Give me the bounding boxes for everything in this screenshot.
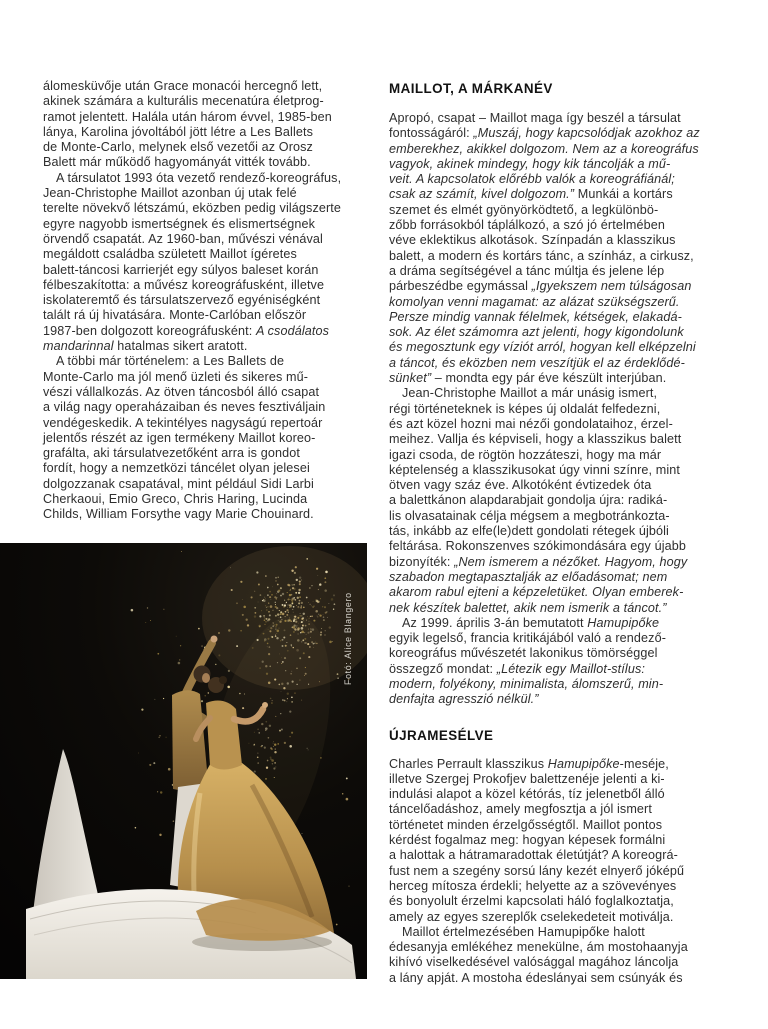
quote-text: veit. A kapcsolatok előrébb valók a koreográfiánál; [389, 172, 675, 187]
text-line [43, 354, 383, 369]
quote-text: denfajta agresszió nélkül.” [389, 692, 539, 707]
text-line [43, 385, 383, 400]
text-line [389, 463, 741, 478]
body-text: indulási alapot a közel kétórás, tíz jelenetből álló [389, 787, 665, 802]
body-text: párbeszédbe egymással [389, 279, 532, 294]
body-text: A társulatot 1993 óta vezető rendező-koreográfus, [56, 170, 342, 185]
body-text: örvendő csapatát. Az 1960-ban, művészi vénával [43, 231, 323, 246]
text-line [43, 171, 383, 186]
body-text: összegző mondat: [389, 661, 497, 676]
body-text: Apropó, csapat – Maillot maga így beszél a társulat [389, 111, 681, 125]
quote-text: „Nem ismerem a nézőket. Hagyom, hogy [454, 554, 688, 569]
body-text: grafálta, aki társulatvezetőként arra is gondot [43, 446, 300, 461]
text-line [389, 955, 741, 970]
body-text: megáldott családba született Maillot ígéretes [43, 247, 297, 262]
body-text: Charles Perrault klasszikus [389, 756, 548, 771]
quote-text: Hamupipőke [587, 615, 660, 630]
left-column [43, 79, 383, 523]
body-text: Munkái a kortárs [574, 187, 673, 202]
text-line [389, 555, 741, 570]
text-line [389, 833, 741, 848]
text-line [43, 370, 383, 385]
body-text: képtelenség a klasszikusokat úgy vinni színre, mint [389, 462, 681, 477]
text-line [389, 356, 741, 371]
body-text: fordít, hogy a nemzetközi táncélet olyan jelesei [43, 461, 310, 476]
text-line [43, 507, 383, 522]
quote-text: „Muszáj, hogy kapcsolódjak azokhoz az [473, 126, 700, 141]
quote-text: „Igyekszem nem túlságosan [531, 279, 692, 294]
body-text: egyre nagyobb ismertségnek és elismertségnek [43, 216, 315, 231]
body-text: dolgozzanak csapatával, mint például Sidi Larbi [43, 476, 314, 491]
body-text: feltárása. Rokonszenves szókimondására egy újabb [389, 539, 686, 554]
quote-text: emberekhez, akikkel dolgozom. Nem az a koreográfus [389, 141, 699, 156]
text-line [389, 910, 741, 925]
quote-text: sünket” [389, 371, 432, 386]
quote-text: mandarinnal [43, 339, 114, 354]
text-line [43, 492, 383, 507]
text-line [43, 201, 383, 216]
quote-text: csak az számít, kivel dolgozom.” [389, 187, 575, 202]
text-line [389, 692, 741, 707]
body-text: balett, a modern és kortárs tánc, a színház, a cirkusz, [389, 248, 694, 263]
quote-text: sok. Az élet számomra azt jelenti, hogy kigondolunk [389, 325, 684, 340]
text-line [389, 757, 741, 772]
text-line [389, 310, 741, 325]
body-text: balett-táncosi karrierjét egy súlyos baleset korán [43, 262, 319, 277]
text-line [389, 432, 741, 447]
quote-text: modern, folyékony, minimalista, álomszerű, min- [389, 676, 664, 691]
body-text: jelentős részét az igen termékeny Maillot koreo- [43, 430, 316, 445]
text-line [389, 233, 741, 248]
quote-text: és megosztunk egy víziót arról, hogyan kell elképzelni [389, 340, 696, 355]
quote-text: nek készítek balettet, akik nem ismerik a táncot.” [389, 600, 667, 615]
body-text: Maillot értelmezésében Hamupipőke halott [402, 924, 645, 939]
body-text: véve eklektikus alkotások. Színpadán a klasszikus [389, 233, 676, 248]
body-text: egyik legelső, francia kritikájából való a rendező- [389, 631, 667, 646]
body-text: de Monte-Carlo, melynek első vezetői az Orosz [43, 140, 313, 155]
body-text: talált rá új hivatására. Monte-Carlóban először [43, 308, 307, 323]
body-text: fust nem a szegény sorsú lány kezét elnyerő jóképű [389, 863, 685, 878]
body-text: és azt közel hozni mai nézői gondolataihoz, érzel- [389, 416, 673, 431]
text-line [43, 461, 383, 476]
quote-text: komolyan venni magamat: az alázat szükségszerű. [389, 294, 680, 309]
text-line [389, 187, 741, 202]
body-text: a balettkánon alapdarabjait gondolja újra: radiká- [389, 493, 668, 508]
ballet-photo-art [0, 543, 367, 979]
text-line [389, 646, 741, 661]
quote-text: Hamupipőke [547, 756, 620, 771]
text-line [43, 217, 383, 232]
text-line [389, 662, 741, 677]
photo-credit: Fotó: Alice Blangero [343, 592, 353, 685]
text-line [389, 879, 741, 894]
text-line [43, 110, 383, 125]
text-line [43, 125, 383, 140]
text-line [389, 279, 741, 294]
text-line [389, 142, 741, 157]
body-text: illetve Szergej Prokofjev balettzenéje jelenti a ki- [389, 771, 665, 786]
body-text: bizonyíték: [389, 554, 455, 569]
text-line [389, 585, 741, 600]
quote-text: A csodálatos [255, 323, 330, 338]
text-line [43, 416, 383, 431]
text-line [389, 677, 741, 692]
text-line [389, 478, 741, 493]
body-text: meihez. Vallja és képviseli, hogy a klasszikus balett [389, 432, 682, 447]
text-line [43, 324, 383, 339]
body-text: és bonyolult érzelmi kapcsolati háló foglalkoztatja, [389, 894, 674, 909]
body-text: szemet és elmét gyönyörködtető, a legkülönbö- [389, 202, 659, 217]
text-line [389, 940, 741, 955]
body-text: táncelőadáshoz, amely megfosztja a jól ismert [389, 802, 652, 817]
body-text: fontosságáról: [389, 126, 474, 141]
body-text: a dráma segítségével a tánc múltja és jelene lép [389, 263, 665, 278]
text-line [389, 371, 741, 386]
text-line [389, 925, 741, 940]
text-line [43, 94, 383, 109]
text-line [389, 971, 741, 986]
body-text: iskolateremtő és társulatszervező egyéniségként [43, 293, 321, 308]
text-line [43, 339, 383, 354]
text-line [389, 172, 741, 187]
text-line [389, 509, 741, 524]
text-line [43, 431, 383, 446]
body-text: félbeszakította: a művész koreográfusként, illetve [43, 277, 325, 292]
text-line [43, 79, 383, 94]
text-line [389, 802, 741, 817]
section-heading: ÚJRAMESÉLVE [389, 727, 494, 743]
body-text: ramot jelentett. Halála után három évvel, 1985-ben [43, 109, 332, 124]
body-text: tás, inkább az elfe(le)dett gondolati rétegek újbóli [389, 524, 669, 539]
text-line [389, 402, 741, 417]
text-line [389, 295, 741, 310]
text-line [43, 263, 383, 278]
body-text: vészi vállalkozás. Az ötven táncosból álló csapat [43, 384, 320, 399]
text-line [389, 218, 741, 233]
body-text: a világ nagy operaházaiban és neves fesztiváljain [43, 400, 326, 415]
body-text: -meséje, [619, 756, 669, 771]
text-line [389, 448, 741, 463]
text-line [389, 386, 741, 401]
text-line [43, 308, 383, 323]
body-text: a lány apját. A mostoha édeslányai sem csúnyák és [389, 970, 683, 985]
body-text: édesanyja emlékéhez menekülne, ám mostohaanyja [389, 940, 688, 955]
body-text: – mondta egy pár éve készült interjúban. [431, 371, 667, 386]
text-line [43, 293, 383, 308]
body-text: régi történeteknek is képes új oldalát felfedezni, [389, 401, 661, 416]
text-line [389, 157, 741, 172]
body-text: hatalmas sikert aratott. [113, 339, 248, 354]
body-text: terelte növekvő létszámú, eközben pedig világszerte [43, 201, 342, 216]
body-text: igazi csoda, de rögtön hozzáteszi, hogy ma már [389, 447, 662, 462]
body-text: történetet minden érzelgősségtől. Maillot pontos [389, 817, 663, 832]
body-text: a halottak a hátramaradottak életútját? A koreográ- [389, 848, 678, 863]
quote-text: a táncot, és eközben nem veszítjük el az érdeklődé- [389, 355, 685, 370]
section-heading: MAILLOT, A MÁRKANÉV [389, 81, 553, 96]
quote-text: vagyok, akinek mindegy, hogy kik táncolják a mű- [389, 156, 671, 171]
text-line [389, 772, 741, 787]
right-column [389, 82, 741, 986]
quote-text: akarom rabul ejteni a képzeletüket. Olyan emberek- [389, 585, 684, 600]
body-text: lis olvasatainak célja mégsem a megbotránkozta- [389, 508, 670, 523]
body-text: ötven vagy száz éve. Alkotóként évtizedek óta [389, 478, 652, 493]
text-line [389, 417, 741, 432]
text-line [389, 601, 741, 616]
ballet-photo [0, 543, 367, 979]
text-line [43, 155, 383, 170]
text-line [389, 493, 741, 508]
quote-text: szabadon megtapasztalják az előadásomat; nem [389, 569, 668, 584]
text-line [43, 446, 383, 461]
text-line [389, 111, 741, 126]
text-line [389, 264, 741, 279]
text-line [389, 818, 741, 833]
text-line [389, 848, 741, 863]
text-line [389, 340, 741, 355]
text-line [389, 864, 741, 879]
text-line [389, 126, 741, 141]
quote-text: Persze mindig vannak félelmek, kétségek, elakadá- [389, 309, 682, 324]
body-text: kérdést fogalmaz meg: hogyan képesek formálni [389, 833, 666, 848]
body-text: Balett már működő hagyományát vitték tovább. [43, 155, 311, 170]
body-text: kihívó viselkedésével valósággal magához láncolja [389, 955, 679, 970]
text-line [389, 616, 741, 631]
text-line [43, 477, 383, 492]
body-text: koreográfus művészetét lakonikus tömörséggel [389, 646, 658, 661]
body-text: akinek számára a kulturális mecenatúra életprog- [43, 94, 324, 109]
text-line [389, 524, 741, 539]
text-line [389, 325, 741, 340]
body-text: Jean-Christophe Maillot a már unásig ismert, [402, 386, 658, 401]
body-text: 1987-ben dolgozott koreográfusként: [43, 323, 256, 338]
body-text: Jean-Christophe Maillot azonban új utak felé [43, 186, 297, 201]
body-text: vendégeskedik. A tekintélyes nagyságú repertoár [43, 415, 323, 430]
text-line [43, 232, 383, 247]
text-line [389, 787, 741, 802]
body-text: Monte-Carlo ma jól menő üzleti és sikeres mű- [43, 369, 309, 384]
body-text: Az 1999. április 3-án bemutatott [402, 615, 588, 630]
text-line [43, 140, 383, 155]
text-line [43, 400, 383, 415]
body-text: Cherkaoui, Emio Greco, Chris Haring, Lucinda [43, 492, 308, 507]
quote-text: „Létezik egy Maillot-stílus: [496, 661, 645, 676]
text-line [389, 249, 741, 264]
text-line [389, 894, 741, 909]
text-line [389, 539, 741, 554]
text-line [43, 247, 383, 262]
body-text: A többi már történelem: a Les Ballets de [56, 354, 285, 369]
body-text: zőbb forrásokból táplálkozó, a szó jó értelmében [389, 218, 665, 233]
text-line [43, 186, 383, 201]
body-text: lánya, Karolina jóvoltából jött létre a Les Ballets [43, 124, 314, 139]
text-line [43, 278, 383, 293]
text-line [389, 631, 741, 646]
body-text: herceg mítosza érdekli; helyette az a szövevényes [389, 878, 677, 893]
text-line [389, 203, 741, 218]
body-text: amely az egyes szereplők cselekedeteit motiválja. [389, 909, 674, 924]
body-text: álomesküvője után Grace monacói hercegnő lett, [43, 79, 323, 93]
body-text: Childs, William Forsythe vagy Marie Chouinard. [43, 507, 314, 522]
text-line [389, 570, 741, 585]
